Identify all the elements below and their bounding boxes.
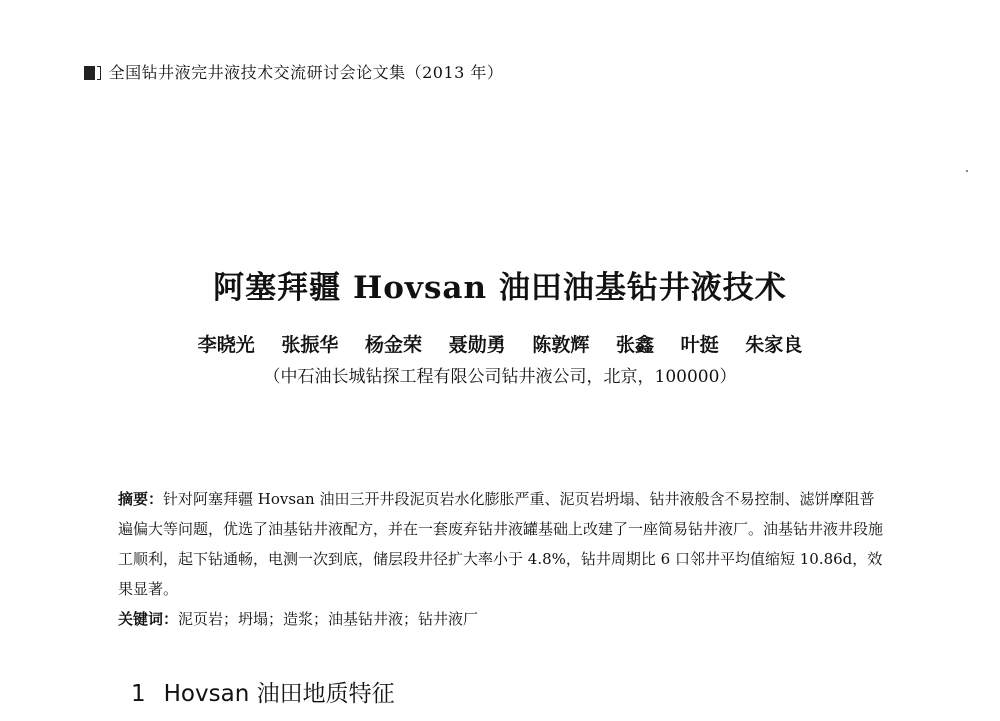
author-name: 张振华 bbox=[281, 334, 339, 356]
header-marker-icon bbox=[84, 66, 95, 80]
author-name: 陈敦辉 bbox=[532, 334, 590, 356]
author-name: 杨金荣 bbox=[365, 334, 423, 356]
section-title: Hovsan 油田地质特征 bbox=[163, 681, 395, 707]
paper-title: 阿塞拜疆 Hovsan 油田油基钻井液技术 bbox=[213, 270, 787, 306]
keywords-label: 关键词： bbox=[118, 610, 179, 628]
abstract bbox=[118, 484, 888, 604]
author-name: 张鑫 bbox=[615, 334, 654, 356]
keywords-text: 泥页岩；坍塌；造浆；油基钻井液；钻井液厂 bbox=[178, 610, 479, 628]
series-title: 全国钻井液完井液技术交流研讨会论文集（2013 年） bbox=[108, 63, 504, 82]
author-name: 聂勋勇 bbox=[448, 334, 506, 356]
author-name: 叶挺 bbox=[680, 334, 719, 356]
running-header bbox=[84, 60, 503, 83]
author-affiliation: （中石油长城钻探工程有限公司钻井液公司，北京，100000） bbox=[263, 367, 737, 387]
section-heading bbox=[131, 675, 395, 708]
abstract-label: 摘要： bbox=[118, 490, 164, 508]
scan-speck bbox=[966, 170, 968, 172]
keywords bbox=[118, 607, 888, 631]
author-list bbox=[0, 330, 1000, 357]
section-number: 1 bbox=[131, 681, 146, 707]
author-name: 李晓光 bbox=[197, 334, 255, 356]
author-name: 朱家良 bbox=[745, 334, 803, 356]
abstract-text: 针对阿塞拜疆 Hovsan 油田三开井段泥页岩水化膨胀严重、泥页岩坍塌、钻井液般含不易控制、滤饼摩阻普遍偏大等问题，优选了油基钻井液配方，并在一套废弃钻井液罐基础上改建了一座简易钻井液厂。油基钻井液井段施工顺利，起下钻通畅，电测一次到底，储层段井径扩大率小于 4.8%，钻井周期比 6 口邻井平均值缩短 10.86d，效果显著。 bbox=[118, 490, 884, 598]
